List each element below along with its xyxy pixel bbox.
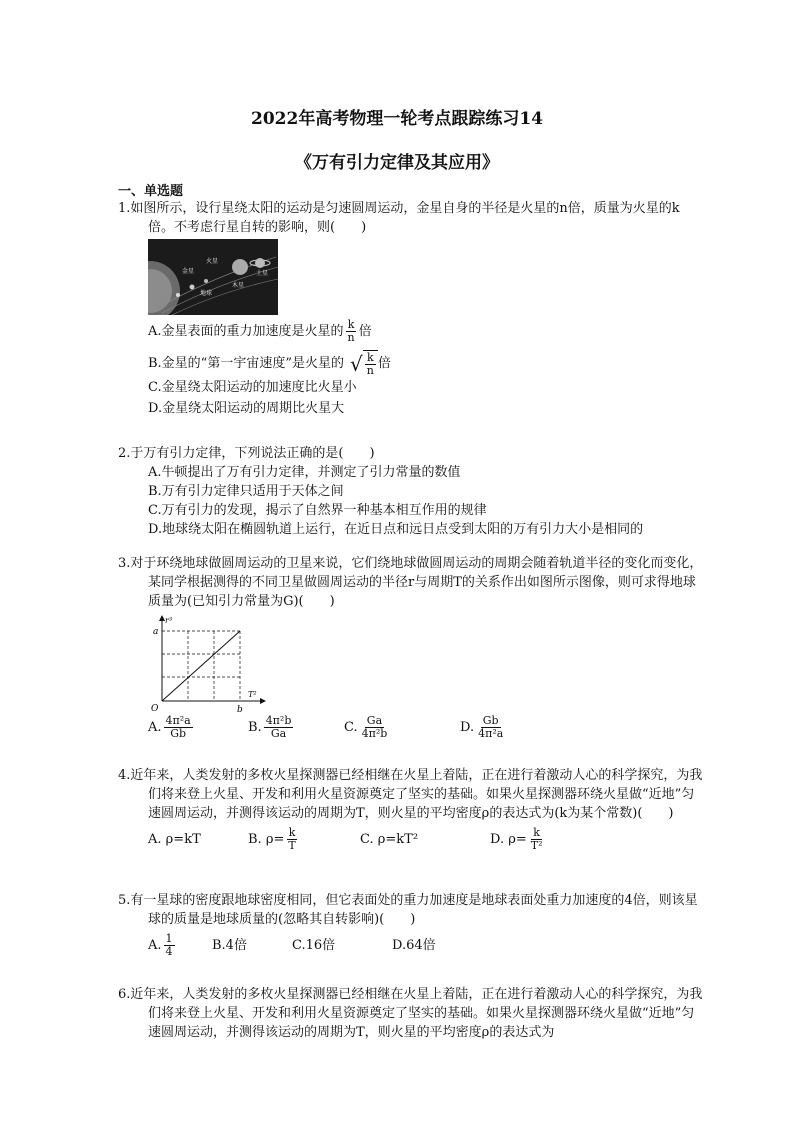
section-heading: 一、单选题 — [118, 184, 184, 199]
option-a[interactable]: A. $\frac{\text{4π²a}}{Gb}$ — [148, 714, 191, 740]
x-axis-label: T² — [248, 690, 257, 699]
option-a[interactable]: A.金星表面的重力加速度是火星的 $\frac{k}{n}$ 倍 — [148, 318, 372, 344]
question-2 — [118, 444, 703, 539]
option-d[interactable]: D.64倍 — [392, 938, 436, 953]
planet-label-venus: 金星 — [182, 268, 195, 275]
planet-label-earth: 地球 — [200, 290, 213, 297]
question-stem: 6.近年来，人类发射的多枚火星探测器已经相继在火星上着陆，正在进行着激动人心的科学探究，为我们将来登上火星、开发和利用火星资源奠定了坚实的基础。如果火星探测器环绕火星做“近地”匀速圆周运动，并测得该运动的周期为T，则火星的平均密度ρ的表达式为 — [118, 987, 703, 1040]
option-b[interactable]: B.万有引力定律只适用于天体之间 — [148, 484, 344, 499]
page-title: 2022年高考物理一轮考点跟踪练习14 — [251, 109, 543, 129]
option-c[interactable]: C.16倍 — [292, 938, 336, 953]
option-d[interactable]: D.地球绕太阳在椭圆轨道上运行，在近日点和远日点受到太阳的万有引力大小是相同的 — [148, 522, 644, 537]
origin-label: O — [151, 704, 159, 713]
fraction: $\frac{k}{n}$ — [347, 318, 355, 344]
option-a[interactable]: A. $\frac{1}{4}$ — [148, 932, 173, 958]
question-3 — [118, 554, 703, 740]
option-d[interactable]: D.金星绕太阳运动的周期比火星大 — [148, 401, 345, 416]
solar-system-image — [148, 239, 278, 315]
question-6 — [118, 985, 703, 1042]
question-stem: 2.于万有引力定律，下列说法正确的是( ) — [118, 446, 375, 461]
b-label: b — [237, 705, 243, 713]
option-d[interactable]: D. $\frac{Gb}{\text{4π²a}}$ — [460, 714, 504, 740]
option-b[interactable]: B. $\frac{\text{4π²b}}{Ga}$ — [248, 714, 292, 740]
question-stem: 4.近年来，人类发射的多枚火星探测器已经相继在火星上着陆，正在进行着激动人心的科学探究，为我们将来登上火星、开发和利用火星资源奠定了坚实的基础。如果火星探测器环绕火星做“近地”匀速圆周运动，并测得该运动的周期为T，则火星的平均密度ρ的表达式为(k为某个常数)( ) — [118, 768, 703, 821]
option-c[interactable]: C.万有引力的发现，揭示了自然界一种基本相互作用的规律 — [148, 503, 487, 518]
question-5 — [118, 891, 703, 958]
question-stem: 1.如图所示，设行星绕太阳的运动是匀速圆周运动，金星自身的半径是火星的n倍，质量为火星的k倍。不考虑行星自转的影响，则( ) — [118, 201, 680, 235]
option-c[interactable]: C. ρ=kT² — [360, 832, 419, 847]
option-b[interactable]: B. ρ= $\frac{k}{T}$ — [248, 826, 296, 852]
option-b[interactable]: B.金星的“第一宇宙速度”是火星的 √ $\frac{k}{n}$ 倍 — [148, 351, 391, 377]
square-root: √ $\frac{k}{n}$ — [350, 350, 378, 377]
question-4 — [118, 766, 703, 852]
option-c[interactable]: C.金星绕太阳运动的加速度比火星小 — [148, 380, 357, 395]
planet-label-mars: 火星 — [206, 258, 219, 265]
planet-label-jupiter: 木星 — [232, 282, 245, 289]
y-axis-label: r³ — [165, 616, 173, 625]
question-stem: 3.对于环绕地球做圆周运动的卫星来说，它们绕地球做圆周运动的周期会随着轨道半径的变化而变化，某同学根据测得的不同卫星做圆周运动的半径r与周期T的关系作出如图所示图像，则可求得地球质量为(已知引力常量为G)( ) — [118, 556, 703, 609]
option-a[interactable]: A. ρ=kT — [148, 832, 201, 847]
option-c[interactable]: C. $\frac{Ga}{\text{4π²b}}$ — [344, 714, 388, 740]
a-label: a — [153, 627, 159, 637]
option-b[interactable]: B.4倍 — [212, 938, 247, 953]
option-d[interactable]: D. ρ= $\frac{k}{\text{T²}}$ — [490, 826, 543, 852]
question-stem: 5.有一星球的密度跟地球密度相同，但它表面处的重力加速度是地球表面处重力加速度的4倍，则该星球的质量是地球质量的(忽略其自转影响)( ) — [118, 893, 698, 927]
planet-label-saturn: 土星 — [256, 270, 269, 277]
option-a[interactable]: A.牛顿提出了万有引力定律，并测定了引力常量的数值 — [148, 465, 461, 480]
question-1 — [118, 199, 703, 419]
page-subtitle: 《万有引力定律及其应用》 — [295, 153, 499, 173]
r3-t2-graph — [148, 613, 268, 713]
